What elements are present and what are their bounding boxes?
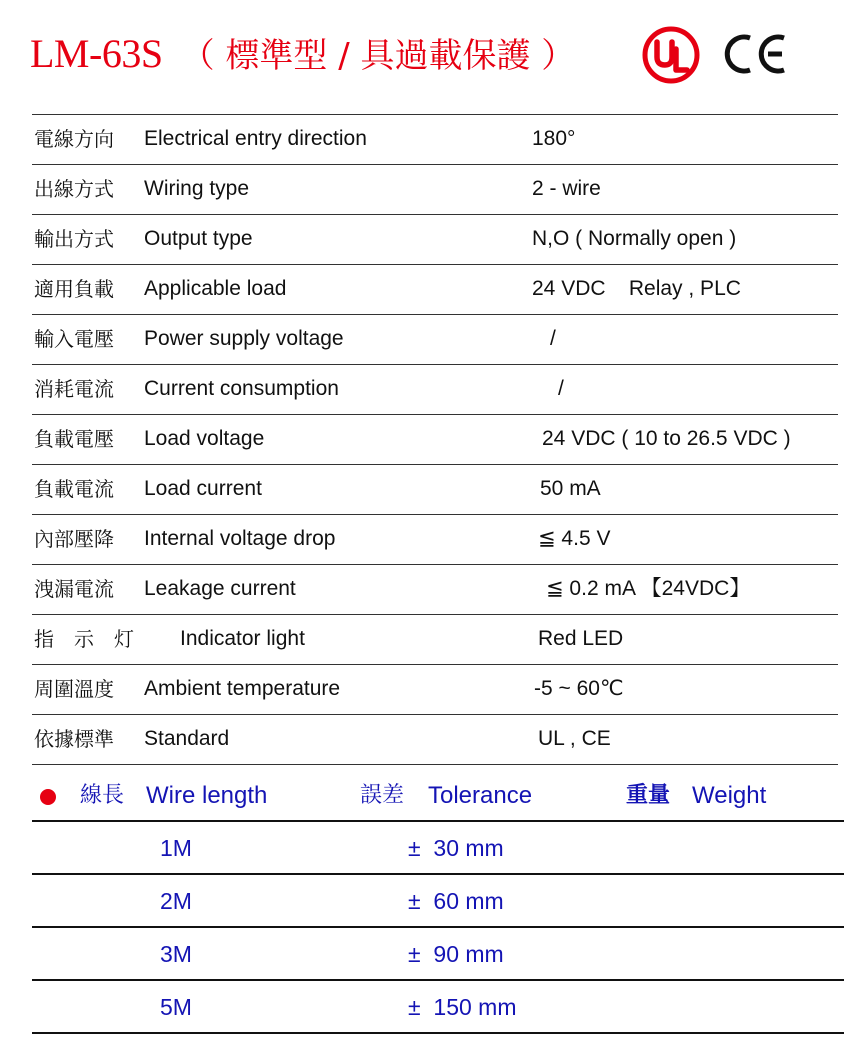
spec-label-en: Power supply voltage xyxy=(144,327,344,350)
spec-label-en: Ambient temperature xyxy=(144,677,341,700)
tolerance-cell: ± 150 mm xyxy=(408,994,517,1020)
table-row xyxy=(32,928,844,981)
tolerance-cell: ± 60 mm xyxy=(408,888,504,914)
spec-value: N,O ( Normally open ) xyxy=(532,227,737,250)
spec-label-en: Output type xyxy=(144,227,253,250)
spec-value: UL , CE xyxy=(538,727,611,750)
spec-label-en: Internal voltage drop xyxy=(144,527,336,550)
spec-value: 50 mA xyxy=(540,477,601,500)
table-row xyxy=(32,822,844,875)
wire-length-header-en: Wire length xyxy=(146,782,268,809)
spec-label-zh: 電線方向 xyxy=(34,127,114,151)
table-row xyxy=(32,875,844,928)
spec-label-zh: 負載電流 xyxy=(34,477,114,501)
spec-value: -5 ~ 60℃ xyxy=(534,677,624,700)
model-subtitle: （ 標準型 / 具過載保護 ） xyxy=(180,36,576,76)
wire-length-cell: 2M xyxy=(160,888,192,914)
spec-label-zh: 輸出方式 xyxy=(34,227,114,251)
table-row xyxy=(32,981,844,1034)
spec-row-entry-direction xyxy=(32,115,838,165)
spec-label-en: Load current xyxy=(144,477,262,500)
ce-icon xyxy=(722,32,790,76)
spec-value: ≦ 4.5 V xyxy=(538,527,611,550)
wire-length-cell: 5M xyxy=(160,994,192,1020)
spec-row-ambient-temperature xyxy=(32,665,838,715)
spec-label-en: Standard xyxy=(144,727,230,750)
wire-table xyxy=(32,820,844,1034)
tolerance-cell: ± 30 mm xyxy=(408,835,504,861)
spec-value: 2 - wire xyxy=(532,177,601,200)
spec-value: 24 VDC Relay , PLC xyxy=(532,277,741,300)
model-number: LM-63S xyxy=(30,31,163,76)
spec-row-voltage-drop xyxy=(32,515,838,565)
spec-row-load-current xyxy=(32,465,838,515)
spec-value: / xyxy=(558,377,564,400)
spec-value: ≦ 0.2 mA 【24VDC】 xyxy=(546,577,751,600)
spec-label-en: Current consumption xyxy=(144,377,339,400)
spec-value: Red LED xyxy=(538,627,624,650)
spec-table xyxy=(32,114,838,765)
spec-label-zh: 周圍溫度 xyxy=(34,677,114,701)
spec-row-load-voltage xyxy=(32,415,838,465)
wire-length-header-zh: 線長 xyxy=(80,783,125,808)
tolerance-cell: ± 90 mm xyxy=(408,941,504,967)
spec-label-zh: 輸入電壓 xyxy=(34,327,114,351)
spec-label-en: Wiring type xyxy=(144,177,250,200)
spec-row-supply-voltage xyxy=(32,315,838,365)
spec-label-zh: 消耗電流 xyxy=(34,377,114,401)
spec-label-zh: 依據標準 xyxy=(34,727,114,751)
spec-row-current-consumption xyxy=(32,365,838,415)
spec-label-zh: 內部壓降 xyxy=(34,527,114,551)
spec-row-leakage-current xyxy=(32,565,838,615)
tolerance-header-en: Tolerance xyxy=(428,782,533,809)
spec-value: 180° xyxy=(532,127,576,150)
spec-label-en: Leakage current xyxy=(144,577,296,600)
weight-header-zh: 重量 xyxy=(626,783,671,808)
wire-length-cell: 1M xyxy=(160,835,192,861)
page-title xyxy=(30,30,575,80)
weight-header-en: Weight xyxy=(692,782,767,809)
spec-label-zh: 出線方式 xyxy=(34,177,114,201)
spec-value: / xyxy=(550,327,556,350)
ul-icon xyxy=(642,26,700,84)
spec-row-wiring-type xyxy=(32,165,838,215)
spec-label-zh: 洩漏電流 xyxy=(34,577,114,601)
spec-label-en: Applicable load xyxy=(144,277,287,300)
spec-row-applicable-load xyxy=(32,265,838,315)
spec-label-en: Indicator light xyxy=(180,627,305,650)
spec-label-zh: 適用負載 xyxy=(34,277,114,301)
wire-table-header xyxy=(32,772,838,820)
spec-row-indicator-light xyxy=(32,615,838,665)
spec-row-standard xyxy=(32,715,838,765)
wire-length-cell: 3M xyxy=(160,941,192,967)
header xyxy=(30,22,850,94)
spec-label-en: Load voltage xyxy=(144,427,265,450)
spec-value: 24 VDC ( 10 to 26.5 VDC ) xyxy=(542,427,791,450)
spec-label-en: Electrical entry direction xyxy=(144,127,367,150)
spec-row-output-type xyxy=(32,215,838,265)
spec-label-zh: 指 示 灯 xyxy=(34,627,134,651)
tolerance-header-zh: 誤差 xyxy=(360,783,405,808)
spec-label-zh: 負載電壓 xyxy=(34,427,114,451)
bullet-icon xyxy=(40,789,56,805)
